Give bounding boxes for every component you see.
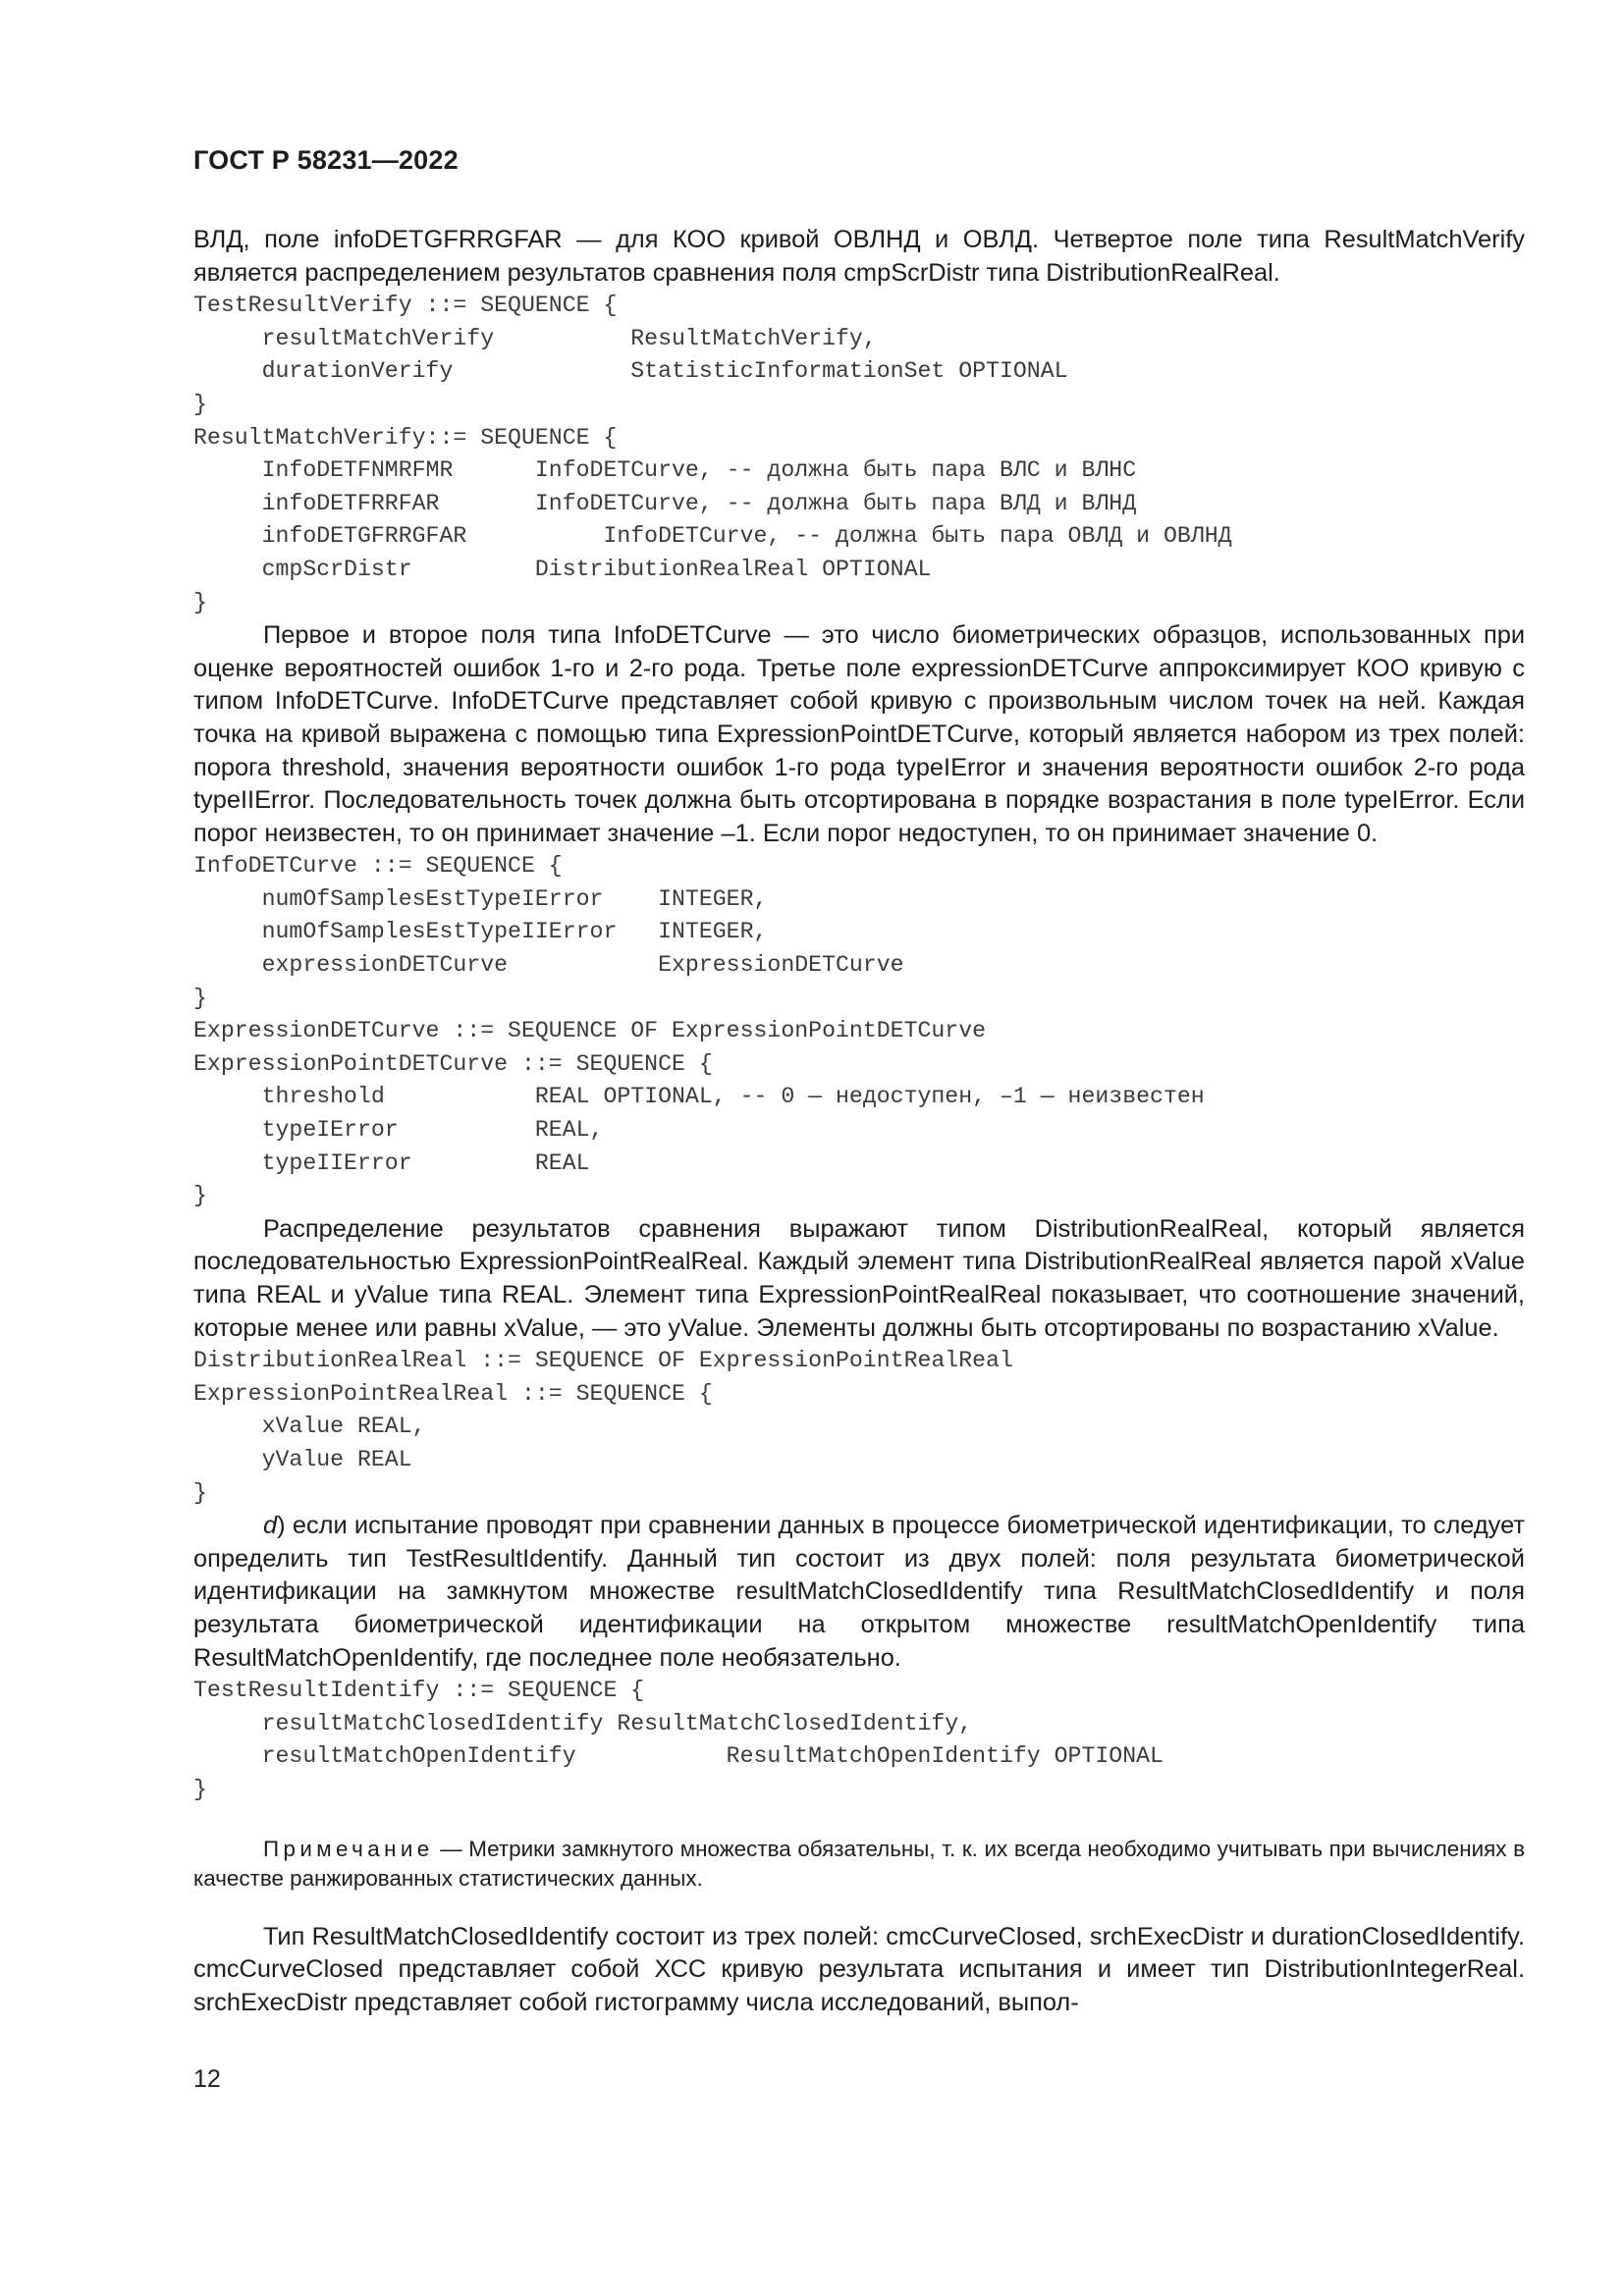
code-line: } [193, 985, 207, 1011]
code-line: } [193, 1776, 207, 1802]
code-line: numOfSamplesEstTypeIIError INTEGER, [193, 919, 768, 945]
code-line: InfoDETCurve ::= SEQUENCE { [193, 853, 563, 880]
code-line: } [193, 589, 207, 615]
code-line: resultMatchClosedIdentify ResultMatchClosedIdentify, [193, 1710, 973, 1736]
document-header: ГОСТ Р 58231—2022 [193, 145, 459, 175]
document-body [193, 224, 1525, 2019]
note-label: Примечание [263, 1836, 434, 1861]
code-line: ExpressionPointRealReal ::= SEQUENCE { [193, 1380, 713, 1407]
code-line: resultMatchVerify ResultMatchVerify, [193, 325, 877, 351]
note-text: — Метрики замкнутого множества обязательны, т. к. их всегда необходимо учитывать при вычислениях в качестве ранжированных статистических данных. [193, 1836, 1525, 1891]
code-line: } [193, 1183, 207, 1209]
code-line: TestResultIdentify ::= SEQUENCE { [193, 1678, 645, 1704]
code-line: durationVerify StatisticInformationSet OPTIONAL [193, 358, 1068, 385]
note [193, 1835, 1525, 1894]
code-block-test-result-verify [193, 290, 1525, 619]
code-line: infoDETGFRRGFAR InfoDETCurve, -- должна быть пара ОВЛД и ОВЛНД [193, 523, 1232, 550]
code-line: typeIIError REAL [193, 1149, 590, 1176]
code-line: ExpressionDETCurve ::= SEQUENCE OF ExpressionPointDETCurve [193, 1018, 987, 1044]
code-line: ExpressionPointDETCurve ::= SEQUENCE { [193, 1050, 713, 1077]
code-line: DistributionRealReal ::= SEQUENCE OF ExpressionPointRealReal [193, 1348, 1013, 1374]
code-line: expressionDETCurve ExpressionDETCurve [193, 952, 904, 979]
code-line: xValue REAL, [193, 1414, 426, 1440]
page-number: 12 [193, 2065, 221, 2093]
code-line: } [193, 391, 207, 417]
code-line: InfoDETFNMRFMR InfoDETCurve, -- должна быть пара ВЛС и ВЛНС [193, 457, 1137, 484]
paragraph-1: ВЛД, поле infoDETGFRRGFAR — для КОО кривой ОВЛНД и ОВЛД. Четвертое поле типа ResultMatchVerify является распределением результатов сравнения поля cmpScrDistr типа DistributionRealReal. [193, 226, 1525, 287]
paragraph-2: Первое и второе поля типа InfoDETCurve — это число биометрических образцов, использованных при оценке вероятностей ошибок 1-го и 2-го рода. Третье поле expressionDETCurve аппроксимирует КОО кривую с типом InfoDETCurve. InfoDETCurve представляет собой кривую с произвольным числом точек на ней. Каждая точка на кривой выражена с помощью типа ExpressionPointDETCurve, который является набором из трех полей: порога threshold, значения вероятности ошибок 1-го рода typeIError и значения вероятности ошибок 2-го рода typeIIError. Последовательность точек должна быть отсортирована в порядке возрастания в поле typeIError. Если порог неизвестен, то он принимает значение –1. Если порог недоступен, то он принимает значение 0. [193, 621, 1525, 847]
paragraph-4 [193, 1510, 1525, 1675]
code-line: threshold REAL OPTIONAL, -- 0 — недоступен, –1 — неизвестен [193, 1084, 1205, 1110]
code-block-info-det-curve [193, 850, 1525, 1213]
code-line: resultMatchOpenIdentify ResultMatchOpenIdentify OPTIONAL [193, 1743, 1164, 1770]
code-line: cmpScrDistr DistributionRealReal OPTIONAL [193, 556, 932, 582]
code-block-distribution-real-real [193, 1345, 1525, 1510]
code-line: ResultMatchVerify::= SEQUENCE { [193, 424, 618, 451]
code-line: } [193, 1479, 207, 1506]
code-line: typeIError REAL, [193, 1117, 604, 1144]
code-line: numOfSamplesEstTypeIError INTEGER, [193, 885, 768, 912]
list-item-marker: d [263, 1512, 278, 1540]
paragraph-4-text: ) если испытание проводят при сравнении данных в процессе биометрической идентификации, то следует определить тип TestResultIdentify. Данный тип состоит из двух полей: поля результата биометрической идентификации на замкнутом множестве resultMatchClosedIdentify типа ResultMatchClosedIdentify и поля результата биометрической идентификации на открытом множестве resultMatchOpenIdentify типа ResultMatchOpenIdentify, где последнее поле необязательно. [193, 1512, 1525, 1672]
code-line: TestResultVerify ::= SEQUENCE { [193, 293, 618, 319]
code-line: infoDETFRRFAR InfoDETCurve, -- должна быть пара ВЛД и ВЛНД [193, 490, 1137, 516]
code-line: yValue REAL [193, 1446, 412, 1472]
code-block-test-result-identify [193, 1675, 1525, 1806]
paragraph-3: Распределение результатов сравнения выражают типом DistributionRealReal, который является последовательностью ExpressionPointRealReal. Каждый элемент типа DistributionRealReal является парой xValue типа REAL и yValue типа REAL. Элемент типа ExpressionPointRealReal показывает, что соотношение значений, которые менее или равны xValue, — это yValue. Элементы должны быть отсортированы по возрастанию xValue. [193, 1214, 1525, 1342]
paragraph-5: Тип ResultMatchClosedIdentify состоит из трех полей: cmcCurveClosed, srchExecDistr и durationClosedIdentify. cmcCurveClosed представляет собой ХСС кривую результата испытания и имеет тип DistributionIntegerReal. srchExecDistr представляет собой гистограмму числа исследований, выпол- [193, 1922, 1525, 2016]
